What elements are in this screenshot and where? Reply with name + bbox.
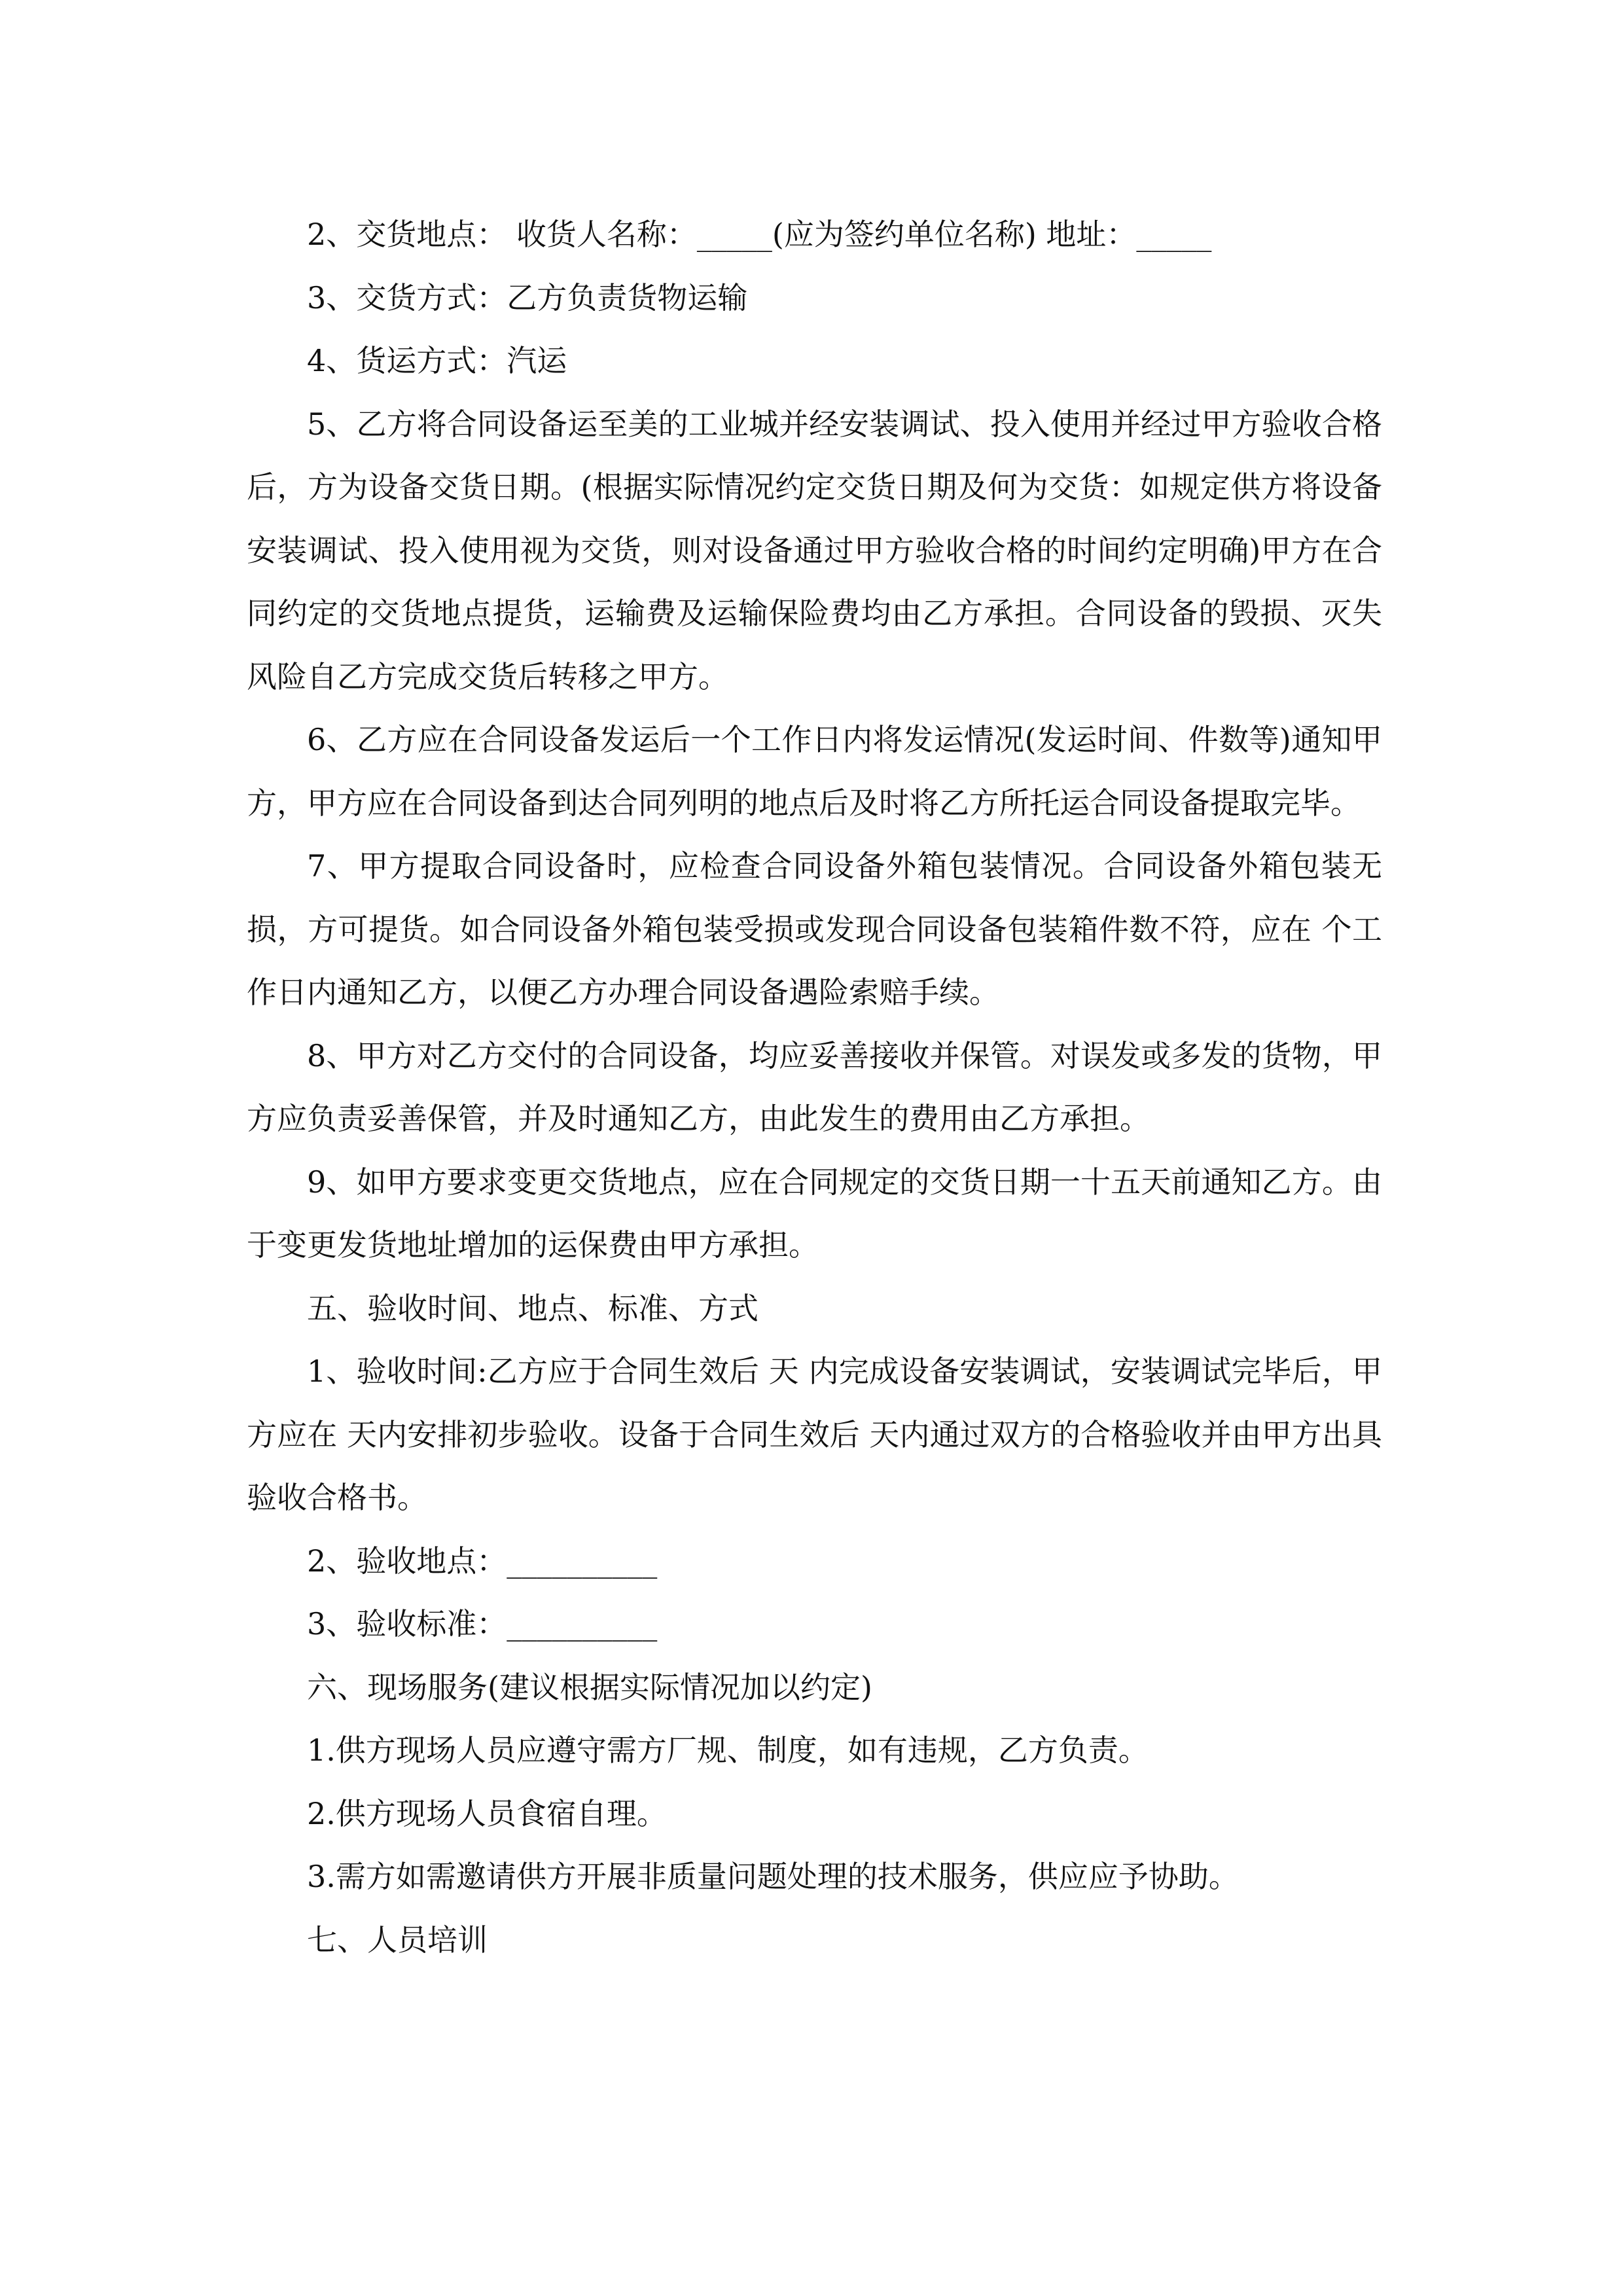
paragraph-shipping-mode: 4、货运方式：汽运 [307, 343, 567, 378]
section-heading-training: 七、人员培训 [307, 1922, 488, 1958]
paragraph-change-location: 9、如甲方要求变更交货地点，应在合同规定的交货日期一十五天前通知乙方。由于变更发货地址增加的运保费由甲方承担。 [247, 1164, 1382, 1263]
paragraph-delivery-method: 3、交货方式：乙方负责货物运输 [307, 279, 748, 315]
paragraph-acceptance-time: 1、验收时间:乙方应于合同生效后 天 内完成设备安装调试，安装调试完毕后，甲方应在 天内安排初步验收。设备于合同生效后 天内通过双方的合格验收并由甲方出具验收合格书。 [247, 1354, 1382, 1515]
paragraph-acceptance-standard: 3、验收标准：__________ [307, 1606, 658, 1641]
section-heading-onsite-service: 六、现场服务(建议根据实际情况加以约定) [307, 1669, 872, 1705]
paragraph-storage: 8、甲方对乙方交付的合同设备，均应妥善接收并保管。对误发或多发的货物，甲方应负责妥善保管，并及时通知乙方，由此发生的费用由乙方承担。 [247, 1037, 1382, 1136]
paragraph-onsite-rules: 1.供方现场人员应遵守需方厂规、制度，如有违规，乙方负责。 [307, 1732, 1149, 1768]
document-body [247, 203, 1382, 1971]
paragraph-pickup-inspection: 7、甲方提取合同设备时，应检查合同设备外箱包装情况。合同设备外箱包装无损，方可提货。如合同设备外箱包装受损或发现合同设备包装箱件数不符，应在 个工作日内通知乙方，以便乙方办理合同设备遇险索赔手续。 [247, 848, 1382, 1010]
paragraph-shipment-notice: 6、乙方应在合同设备发运后一个工作日内将发运情况(发运时间、件数等)通知甲方，甲方应在合同设备到达合同列明的地点后及时将乙方所托运合同设备提取完毕。 [247, 722, 1382, 821]
section-heading-acceptance: 五、验收时间、地点、标准、方式 [307, 1290, 758, 1326]
paragraph-onsite-lodging: 2.供方现场人员食宿自理。 [307, 1795, 667, 1831]
paragraph-acceptance-location: 2、验收地点：__________ [307, 1543, 658, 1579]
paragraph-delivery-date: 5、乙方将合同设备运至美的工业城并经安装调试、投入使用并经过甲方验收合格后，方为设备交货日期。(根据实际情况约定交货日期及何为交货：如规定供方将设备安装调试、投入使用视为交货，则对设备通过甲方验收合格的时间约定明确)甲方在合同约定的交货地点提货，运输费及运输保险费均由乙方承担。合同设备的毁损、灭失风险自乙方完成交货后转移之甲方。 [247, 406, 1382, 694]
paragraph-technical-service: 3.需方如需邀请供方开展非质量问题处理的技术服务，供应应予协助。 [307, 1859, 1239, 1894]
paragraph-delivery-location: 2、交货地点： 收货人名称：_____(应为签约单位名称) 地址：_____ [307, 217, 1212, 252]
